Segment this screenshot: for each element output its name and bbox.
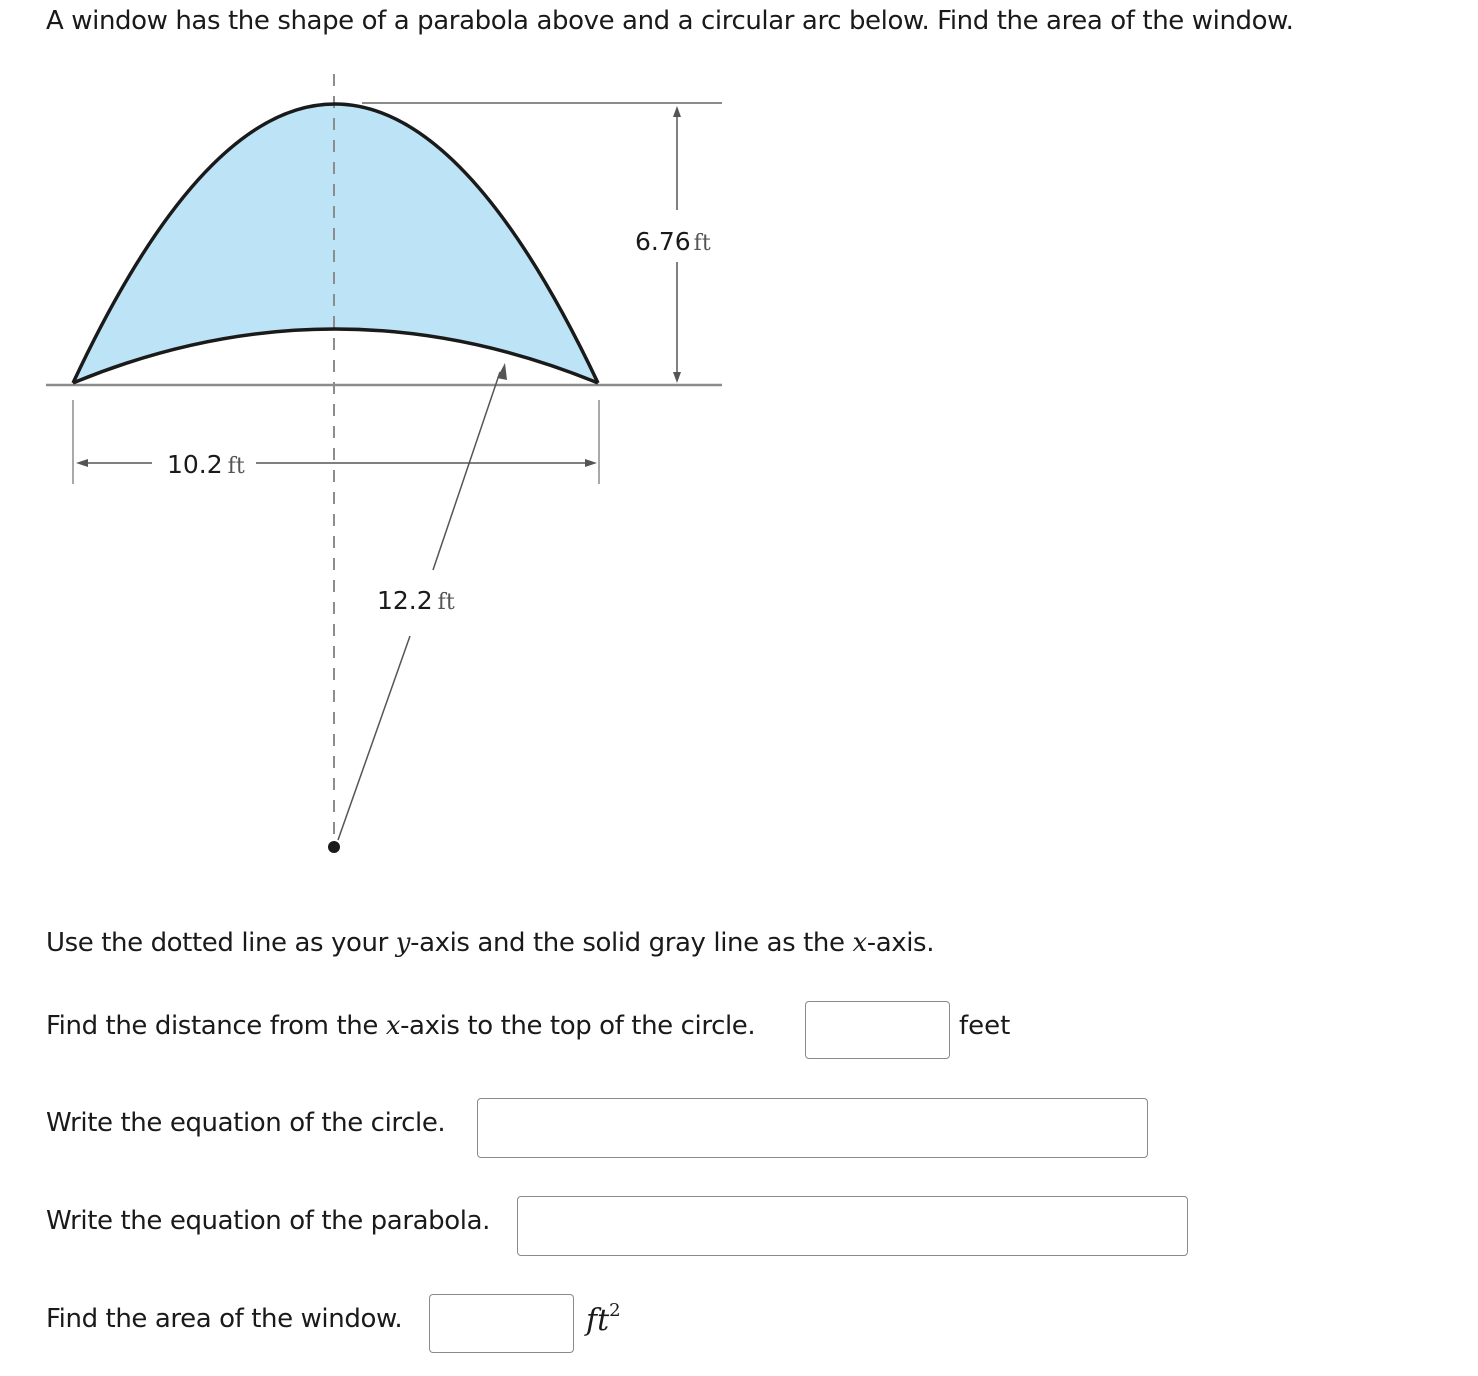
height-arrow-top [673, 106, 681, 117]
distance-unit: feet [959, 1011, 1011, 1041]
x-variable: x [852, 928, 867, 958]
question-circle-label: Write the equation of the circle. [46, 1108, 446, 1138]
q1-text-part1: Find the distance from the [46, 1011, 386, 1041]
axis-text-part3: -axis. [866, 928, 935, 958]
parabola-equation-input[interactable] [517, 1196, 1188, 1256]
problem-statement: A window has the shape of a parabola above and a circular arc below. Find the area of the window. [46, 6, 1294, 36]
axis-instructions [46, 928, 934, 958]
height-label: 6.76 ft [635, 227, 711, 256]
q1-text-part2: -axis to the top of the circle. [400, 1011, 756, 1041]
q1-x-variable: x [385, 1011, 401, 1041]
width-label: 10.2 ft [167, 450, 245, 479]
radius-arrowhead [497, 363, 507, 380]
area-input[interactable] [429, 1294, 574, 1353]
window-figure [0, 0, 760, 880]
area-unit-exponent: 2 [609, 1300, 621, 1321]
axis-text-part1: Use the dotted line as your [46, 928, 396, 958]
question-area-label: Find the area of the window. [46, 1304, 403, 1334]
radius-line-lower [338, 636, 410, 840]
y-variable: y [395, 928, 411, 958]
question-parabola-label: Write the equation of the parabola. [46, 1206, 490, 1236]
area-unit-base: ft [586, 1303, 610, 1338]
question-distance-label [46, 1011, 755, 1041]
area-unit [586, 1300, 621, 1338]
width-arrow-right [585, 459, 597, 467]
distance-input[interactable] [805, 1001, 950, 1059]
height-arrow-bottom [673, 372, 681, 383]
radius-line-upper [433, 372, 500, 570]
circle-equation-input[interactable] [477, 1098, 1148, 1158]
circle-center-point [328, 841, 340, 853]
radius-label: 12.2 ft [377, 586, 455, 615]
axis-text-part2: -axis and the solid gray line as the [410, 928, 853, 958]
width-arrow-left [76, 459, 88, 467]
